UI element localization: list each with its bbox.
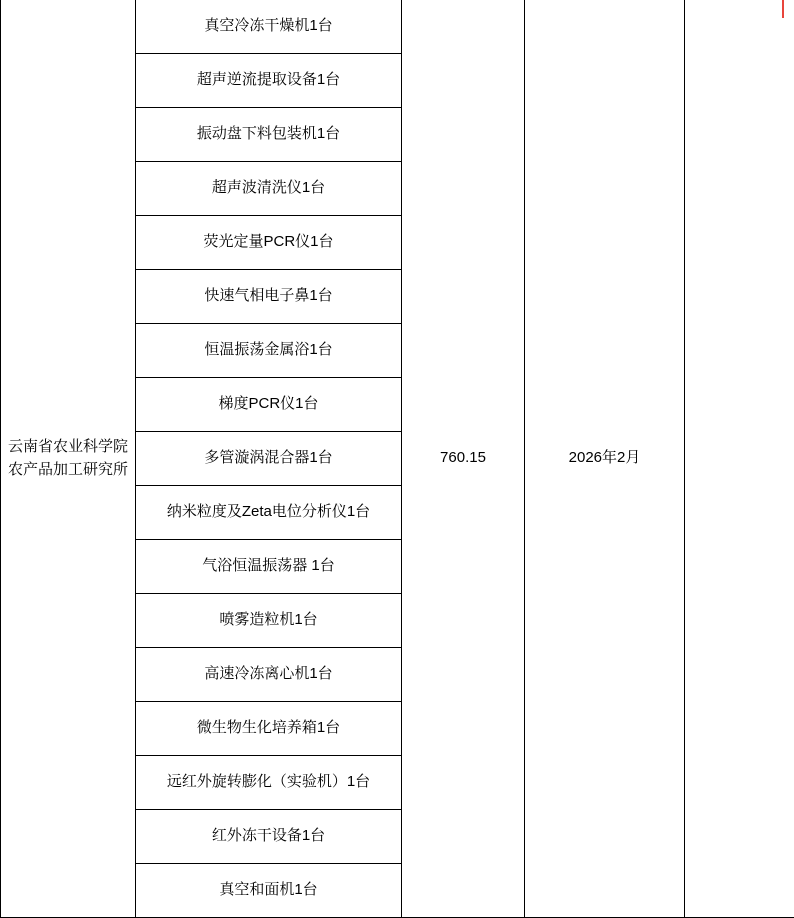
- item-cell: 梯度PCR仪1台: [136, 378, 402, 432]
- table-body: [1, 0, 794, 918]
- item-cell: 真空和面机1台: [136, 864, 402, 918]
- table-row: [1, 0, 794, 54]
- item-cell: 微生物生化培养箱1台: [136, 702, 402, 756]
- trailing-cell: [685, 0, 794, 918]
- item-cell: 快速气相电子鼻1台: [136, 270, 402, 324]
- item-cell: 超声逆流提取设备1台: [136, 54, 402, 108]
- item-cell: 恒温振荡金属浴1台: [136, 324, 402, 378]
- amount-cell: 760.15: [402, 0, 525, 918]
- item-cell: 红外冻干设备1台: [136, 810, 402, 864]
- item-cell: 真空冷冻干燥机1台: [136, 0, 402, 54]
- item-cell: 高速冷冻离心机1台: [136, 648, 402, 702]
- item-cell: 超声波清洗仪1台: [136, 162, 402, 216]
- item-cell: 远红外旋转膨化（实验机）1台: [136, 756, 402, 810]
- item-cell: 荧光定量PCR仪1台: [136, 216, 402, 270]
- date-cell: 2026年2月: [525, 0, 685, 918]
- item-cell: 振动盘下料包装机1台: [136, 108, 402, 162]
- organization-cell: 云南省农业科学院农产品加工研究所: [1, 0, 136, 918]
- item-cell: 多管漩涡混合器1台: [136, 432, 402, 486]
- item-cell: 纳米粒度及Zeta电位分析仪1台: [136, 486, 402, 540]
- item-cell: 气浴恒温振荡器 1台: [136, 540, 402, 594]
- red-mark-icon: [782, 0, 784, 18]
- item-cell: 喷雾造粒机1台: [136, 594, 402, 648]
